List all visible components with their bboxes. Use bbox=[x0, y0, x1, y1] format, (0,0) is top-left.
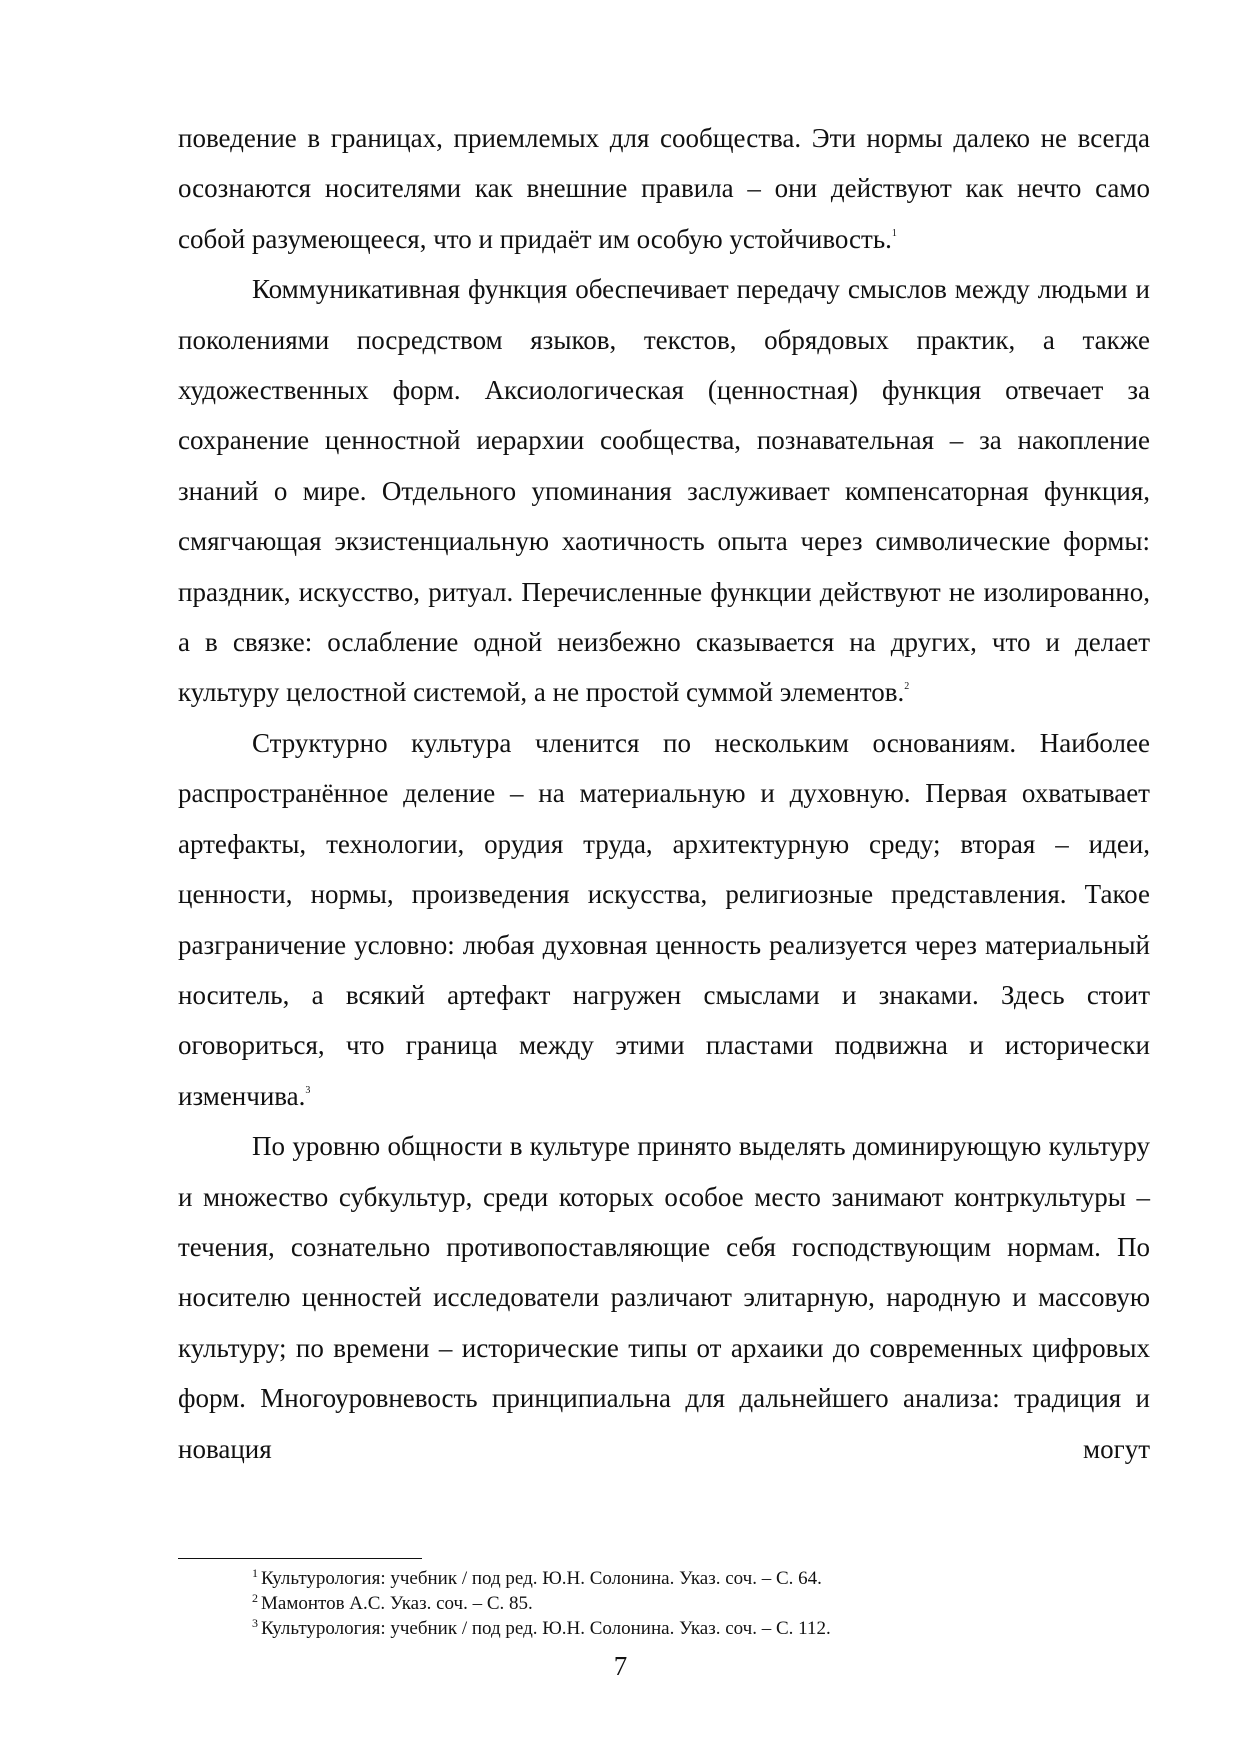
footnote-1 bbox=[252, 1566, 1152, 1591]
footnote-2 bbox=[252, 1591, 1152, 1616]
page-number: 7 bbox=[613, 1651, 628, 1681]
paragraph-1 bbox=[178, 113, 1150, 264]
paragraph-3-text: Структурно культура членится по нескольким основаниям. Наиболее распространённое деление – на материальную и духовную. Первая охватывает артефакты, технологии, орудия труда, архитектурную среду; вторая – идеи, ценности, нормы, произведения искусства, религиозные представления. Такое разграничение условно: любая духовная ценность реализуется через материальный носитель, а всякий артефакт нагружен смыслами и знаками. Здесь стоит оговориться, что граница между этими пластами подвижна и исторически изменчива. bbox=[178, 727, 1150, 1111]
footnote-number: 3 bbox=[252, 1616, 258, 1630]
footnote-text: Культурология: учебник / под ред. Ю.Н. Солонина. Указ. соч. – С. 112. bbox=[261, 1618, 831, 1639]
paragraph-2 bbox=[178, 264, 1150, 718]
body-text bbox=[178, 113, 1150, 1474]
paragraph-3 bbox=[178, 718, 1150, 1121]
footnote-text: Культурология: учебник / под ред. Ю.Н. Солонина. Указ. соч. – С. 64. bbox=[261, 1568, 822, 1589]
paragraph-1-text: поведение в границах, приемлемых для сообщества. Эти нормы далеко не всегда осознаются носителями как внешние правила – они действуют как нечто само собой разумеющееся, что и придаёт им особую устойчивость. bbox=[178, 123, 1150, 254]
paragraph-4 bbox=[178, 1121, 1150, 1474]
footnote-number: 2 bbox=[252, 1591, 258, 1605]
footnote-ref-2[interactable]: 2 bbox=[904, 681, 910, 693]
footnote-number: 1 bbox=[252, 1566, 258, 1580]
footnote-separator bbox=[178, 1558, 422, 1559]
paragraph-4-text: По уровню общности в культуре принято выделять доминирующую культуру и множество субкультур, среди которых особое место занимают контркультуры – течения, сознательно противопоставляющие себя господствующим нормам. По носителю ценностей исследователи различают элитарную, народную и массовую культуру; по времени – исторические типы от архаики до современных цифровых форм. Многоуровневость принципиальна для дальнейшего анализа: традиция и новация могут bbox=[178, 1131, 1150, 1464]
footnote-ref-3[interactable]: 3 bbox=[305, 1084, 311, 1096]
footnotes bbox=[252, 1566, 1152, 1641]
footnote-text: Мамонтов А.С. Указ. соч. – С. 85. bbox=[261, 1593, 533, 1614]
footnote-ref-1[interactable]: 1 bbox=[891, 227, 897, 239]
footnote-3 bbox=[252, 1616, 1152, 1641]
paragraph-2-text: Коммуникативная функция обеспечивает передачу смыслов между людьми и поколениями посредством языков, текстов, обрядовых практик, а также художественных форм. Аксиологическая (ценностная) функция отвечает за сохранение ценностной иерархии сообщества, познавательная – за накопление знаний о мире. Отдельного упоминания заслуживает компенсаторная функция, смягчающая экзистенциальную хаотичность опыта через символические формы: праздник, искусство, ритуал. Перечисленные функции действуют не изолированно, а в связке: ослабление одной неизбежно сказывается на других, что и делает культуру целостной системой, а не простой суммой элементов. bbox=[178, 274, 1150, 708]
